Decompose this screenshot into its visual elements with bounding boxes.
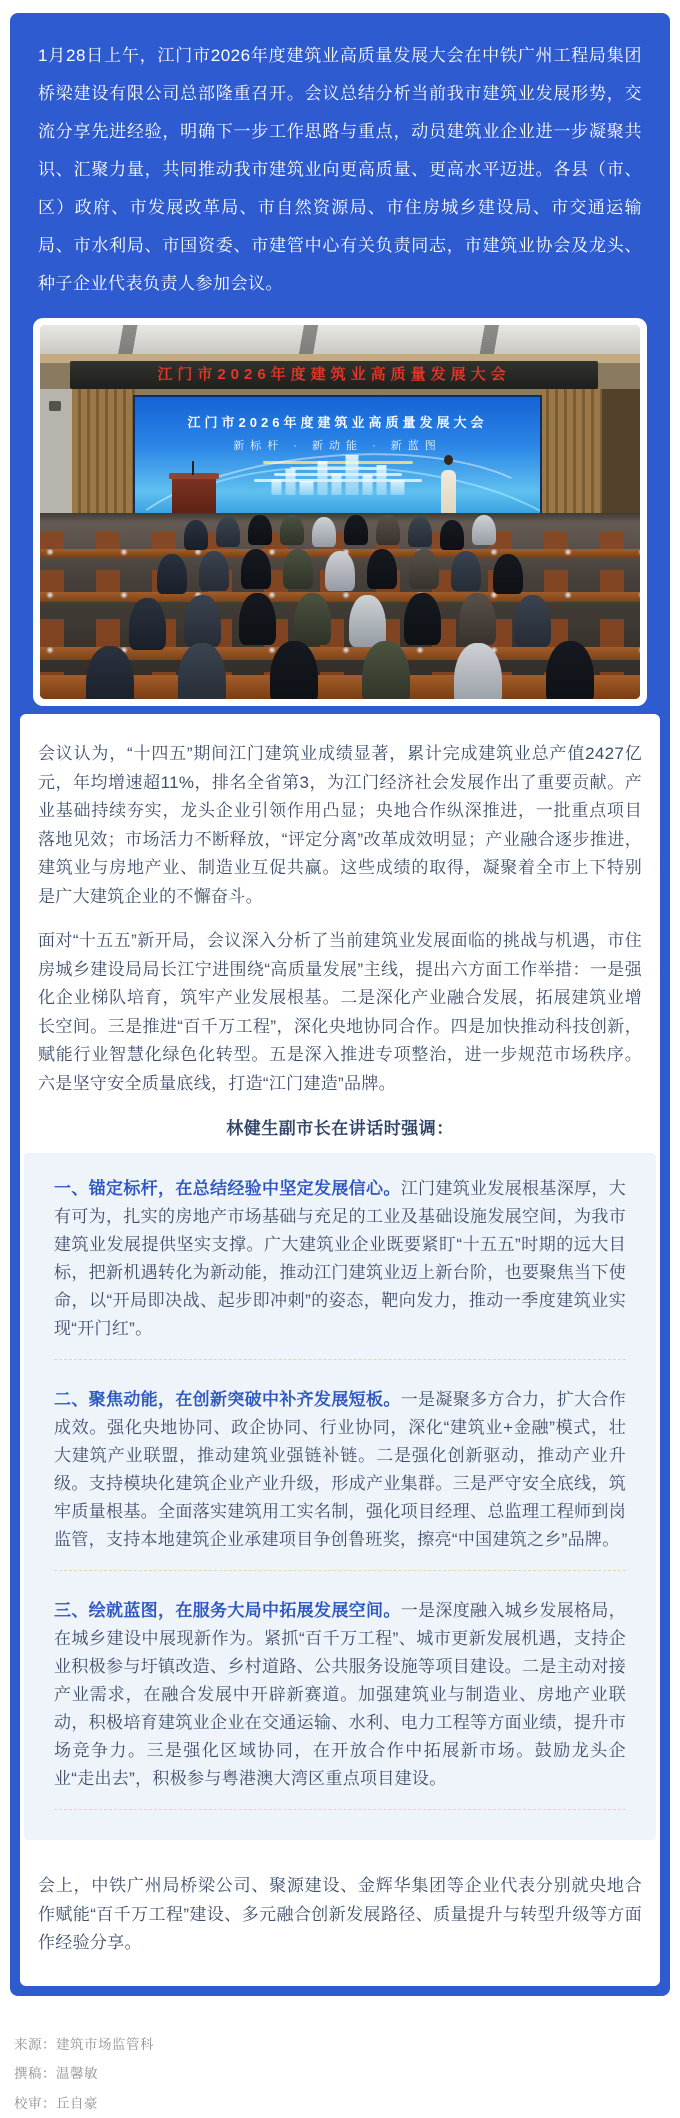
audience-row	[40, 549, 640, 595]
photo-ceiling	[40, 325, 640, 357]
photo-host-head	[444, 455, 453, 465]
audience-row	[40, 641, 640, 699]
paragraph-outlook: 面对“十五五”新开局，会议深入分析了当前建筑业发展面临的挑战与机遇，市住房城乡建设局局长江宁进围绕“高质量发展”主线，提出六方面工作举措：一是强化企业梯队培育，筑牢产业发展根基。二是深化产业融合发展，拓展建筑业增长空间。三是推进“百千万工程”，深化央地协同合作。四是加快推动科技创新，赋能行业智慧化绿色化转型。五是深入推进专项整治，进一步规范市场秩序。六是坚守安全质量底线，打造“江门建造”品牌。	[38, 927, 642, 1098]
paragraph-achievements: 会议认为，“十四五”期间江门建筑业成绩显著，累计完成建筑业总产值2427亿元，年均增速超11%，排名全省第3，为江门经济社会发展作出了重要贡献。产业基础持续夯实，龙头企业引领作用凸显；央地合作纵深推进，一批重点项目落地见效；市场活力不断释放，“评定分离”改革成效明显；产业融合逐步推进，建筑业与房地产业、制造业互促共赢。这些成绩的取得，凝聚着全市上下特别是广大建筑企业的不懈奋斗。	[38, 740, 642, 911]
article-page	[0, 13, 680, 2118]
point-section-3	[54, 1571, 626, 1810]
point-body: 一是凝聚多方合力，扩大合作成效。强化央地协同、政企协同、行业协同，深化“建筑业+金融”模式，壮大建筑产业联盟，推动建筑业强链补链。二是强化创新驱动，推动产业升级。支持模块化建筑企业产业升级，形成产业集群。三是严守安全底线，筑牢质量根基。全面落实建筑用工实名制，强化项目经理、总监理工程师到岗监管，支持本地建筑企业承建项目争创鲁班奖，擦亮“中国建筑之乡”品牌。	[54, 1390, 626, 1549]
photo-led-banner	[70, 361, 598, 389]
photo-led-banner-text: 江门市2026年度建筑业高质量发展大会	[157, 366, 510, 383]
point-section-1	[54, 1175, 626, 1360]
point-lead: 三、绘就蓝图，在服务大局中拓展发展空间。	[54, 1601, 401, 1620]
point-section-2	[54, 1360, 626, 1571]
points-box	[24, 1153, 656, 1840]
footer-source: 来源：建筑市场监管科	[14, 2030, 666, 2060]
emphasis-heading: 林健生副市长在讲话时强调：	[38, 1114, 642, 1139]
intro-paragraph: 1月28日上午，江门市2026年度建筑业高质量发展大会在中铁广州工程局集团桥梁建设有限公司总部隆重召开。会议总结分析当前我市建筑业发展形势，交流分享先进经验，明确下一步工作思路与重点，动员建筑业企业进一步凝聚共识、汇聚力量，共同推动我市建筑业向更高质量、更高水平迈进。各县（市、区）政府、市发展改革局、市自然资源局、市住房城乡建设局、市交通运输局、市水利局、市国资委、市建管中心有关负责同志，市建筑业协会及龙头、种子企业代表负责人参加会议。	[38, 37, 642, 303]
screen-title-text: 江门市2026年度建筑业高质量发展大会	[135, 412, 540, 431]
photo-audience	[40, 513, 640, 699]
point-body: 一是深度融入城乡发展格局，在城乡建设中展现新作为。紧抓“百千万工程”、城市更新发展机遇，支持企业积极参与圩镇改造、乡村道路、公共服务设施等项目建设。二是主动对接产业需求，在融合发展中开辟新赛道。加强建筑业与制造业、房地产业联动，积极培育建筑业企业在交通运输、水利、电力工程等方面业绩，提升市场竞争力。三是强化区域协同，在开放合作中拓展新市场。鼓励龙头企业“走出去”，积极参与粤港澳大湾区重点项目建设。	[54, 1601, 626, 1788]
point-lead: 二、聚焦动能，在创新突破中补齐发展短板。	[54, 1390, 401, 1409]
point-body: 江门建筑业发展根基深厚，大有可为，扎实的房地产市场基础与充足的工业及基础设施发展空间，为我市建筑业发展提供坚实支撑。广大建筑业企业既要紧盯“十五五”时期的远大目标，把新机遇转化为新动能，推动江门建筑业迈上新台阶，也要聚焦当下使命，以“开局即决战、起步即冲刺”的姿态，靶向发力，推动一季度建筑业实现“开门红”。	[54, 1179, 626, 1338]
footer-writer: 撰稿：温馨敏	[14, 2059, 666, 2089]
footer-reviewer: 校审：丘自豪	[14, 2089, 666, 2118]
audience-row	[40, 515, 640, 551]
conference-photo[interactable]	[33, 318, 647, 706]
article-frame	[10, 13, 670, 1996]
conference-photo-scene	[40, 325, 640, 699]
screen-subtitle-text: 新标杆 · 新动能 · 新蓝图	[135, 437, 540, 453]
article-footer	[0, 2030, 680, 2118]
point-lead: 一、锚定标杆，在总结经验中坚定发展信心。	[54, 1179, 401, 1198]
content-panel	[20, 714, 660, 1986]
closing-paragraph: 会上，中铁广州局桥梁公司、聚源建设、金辉华集团等企业代表分别就央地合作赋能“百千万工程”建设、多元融合创新发展路径、质量提升与转型升级等方面作经验分享。	[38, 1872, 642, 1958]
